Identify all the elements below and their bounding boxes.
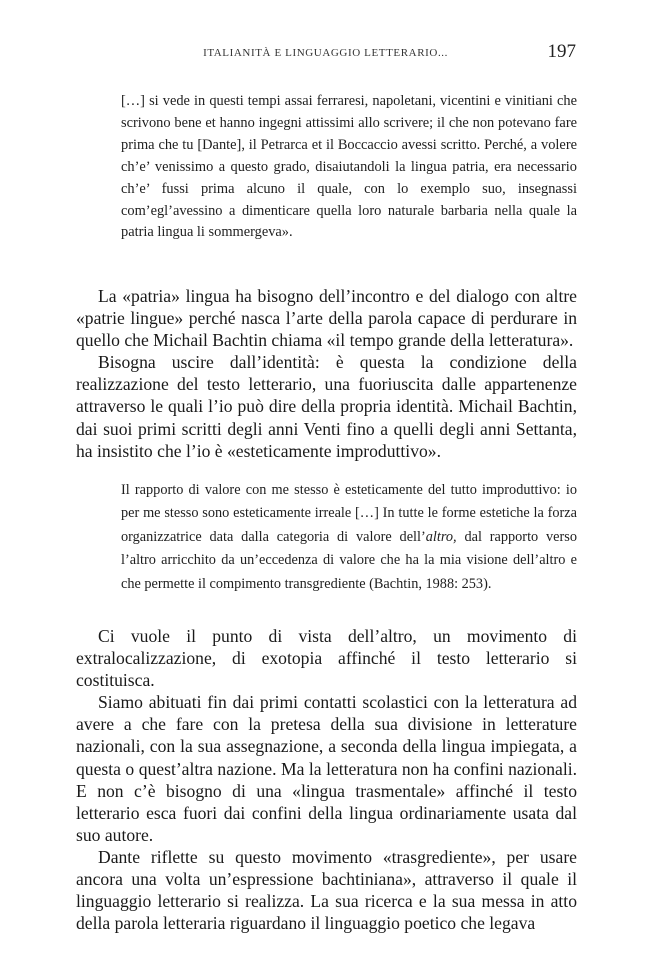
quote-text-after: dal rapporto verso l’altro arricchito da un’eccedenza di valore che ha la mia visione dell’altro e che permette il compimento transgrediente (Bachtin, 1988: 253).	[121, 528, 577, 592]
running-head	[76, 41, 576, 65]
paragraph: Bisogna uscire dall’identità: è questa la condizione della realizzazione del testo letterario, una fuoriuscita dalle appartenenze attraverso le quali l’io può dire della propria identità. Michail Bachtin, dai suoi primi scritti degli anni Venti fino a quelli degli anni Settanta, ha insistito che l’io è «esteticamente improduttivo».	[76, 352, 577, 461]
quote-emphasis: altro,	[425, 528, 457, 545]
body-section-1	[76, 285, 577, 462]
block-quote-text	[121, 479, 577, 596]
block-quote-machiavelli	[121, 91, 577, 244]
page-number: 197	[547, 41, 576, 62]
paragraph: Ci vuole il punto di vista dell’altro, un movimento di extralocalizzazione, di exotopia affinché il testo letterario si costituisca.	[76, 626, 577, 691]
block-quote-bachtin	[121, 479, 577, 596]
paragraph: Siamo abituati fin dai primi contatti scolastici con la letteratura ad avere a che fare con la pretesa della sua divisione in letterature nazionali, con la sua assegnazione, a seconda della lingua impiegata, a questa o quest’altra nazione. Ma la letteratura non ha confini nazionali. E non c’è bisogno di una «lingua trasmentale» affinché il testo letterario esca fuori dai confini della lingua ordinariamente usata dal suo autore.	[76, 692, 577, 845]
block-quote-text: […] si vede in questi tempi assai ferraresi, napoletani, vicentini e vinitiani che scrivono bene et hanno ingegni attissimi allo scrivere; il che non potevano fare prima che tu [Dante], il Petrarca et il Boccaccio avessi scritto. Perché, a volere ch’e’ venissimo a questo grado, disaiutandoli la lingua patria, era necessario ch’e’ fussi prima alcuno il quale, con lo exemplo suo, insegnassi com’egl’avessino a dimenticare quella loro naturale barbaria nella quale la patria lingua li sommergeva».	[121, 93, 577, 241]
quote-text-before: Il rapporto di valore con me stesso è esteticamente del tutto improduttivo: io per me stesso sono esteticamente irreale […] In tutte le forme estetiche la forza organizzatrice data dalla categoria di valore dell’	[121, 482, 577, 545]
running-title: ITALIANITÀ E LINGUAGGIO LETTERARIO...	[203, 47, 448, 59]
paragraph: La «patria» lingua ha bisogno dell’incontro e del dialogo con altre «patrie lingue» perché nasca l’arte della parola capace di perdurare in quello che Michail Bachtin chiama «il tempo grande della letteratura».	[76, 286, 577, 351]
paragraph: Dante riflette su questo movimento «trasgrediente», per usare ancora una volta un’espressione bachtiniana», attraverso il quale il linguaggio letterario si realizza. La sua ricerca e la sua messa in atto della parola letteraria riguardano il linguaggio poetico che legava	[76, 846, 577, 934]
body-section-2	[76, 625, 577, 934]
